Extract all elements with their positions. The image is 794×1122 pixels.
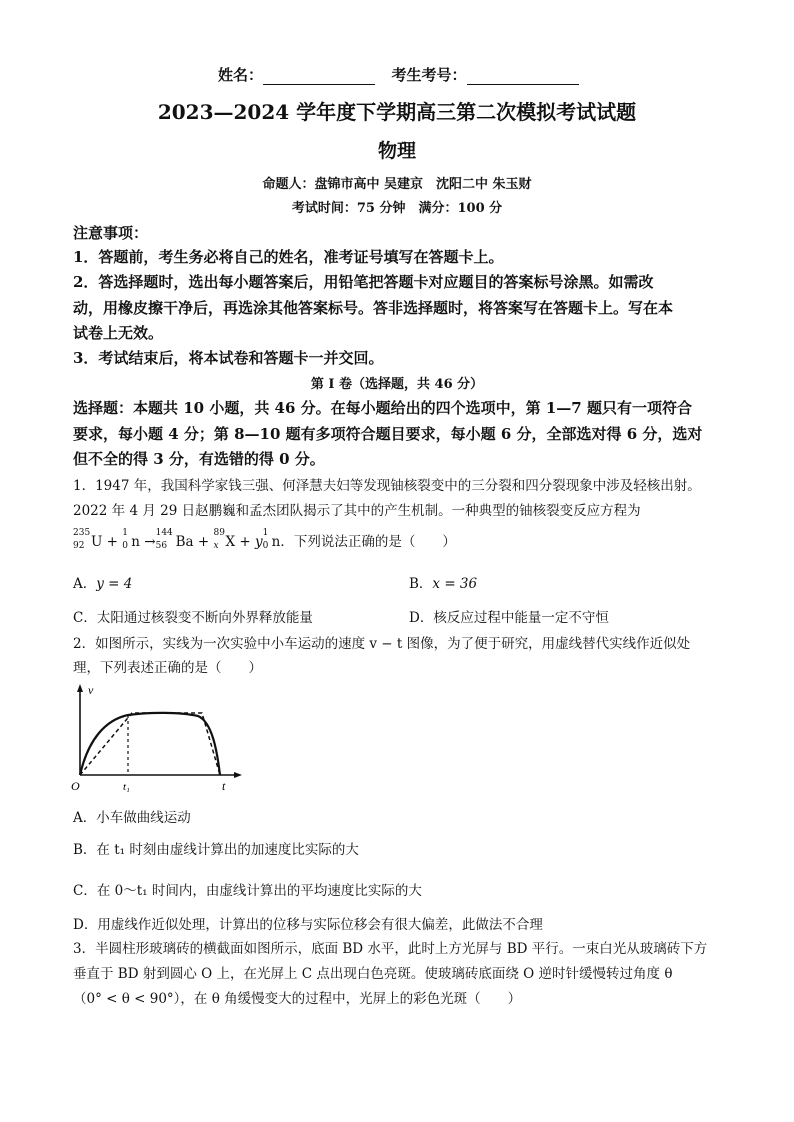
section-heading: 第 I 卷（选择题，共 46 分） xyxy=(310,377,484,392)
q1-equation-tail: ．下列说法正确的是（ ） xyxy=(280,534,456,550)
name-row xyxy=(218,64,579,85)
q1-line-2: 2022 年 4 月 29 日赵鹏巍和孟杰团队揭示了其中的产生机制。一种典型的铀核裂变反应方程为 xyxy=(73,503,641,519)
graph-label-o: O xyxy=(71,779,80,793)
q3-line-1: 3．半圆柱形玻璃砖的横截面如图所示，底面 BD 水平，此时上方光屏与 BD 平行。一束白光从玻璃砖下方 xyxy=(73,941,708,957)
v-axis-arrow xyxy=(77,684,83,692)
q2-option-c[interactable]: C．在 0～t₁ 时间内，由虚线计算出的平均速度比实际的大 xyxy=(73,883,422,899)
q3-line-2: 垂直于 BD 射到圆心 O 上，在光屏上 C 点出现白色亮斑。使玻璃砖底面绕 O 逆时针缓慢转过角度 θ xyxy=(73,966,673,982)
q2-line-1: 2．如图所示，实线为一次实验中小车运动的速度 v − t 图像，为了便于研究，用虚线替代实线作近似处 xyxy=(73,636,691,652)
time-info: 考试时间：75 分钟 满分：100 分 xyxy=(291,201,503,216)
q2-line-2: 理，下列表述正确的是（ ） xyxy=(73,660,262,676)
q2-option-b[interactable]: B．在 t₁ 时刻由虚线计算出的加速度比实际的大 xyxy=(73,842,359,858)
velocity-time-graph xyxy=(70,680,250,795)
q1-option-d[interactable]: D．核反应过程中能量一定不守恒 xyxy=(409,610,609,626)
q3-line-3: （0° < θ < 90°），在 θ 角缓慢变大的过程中，光屏上的彩色光斑（ ） xyxy=(73,991,522,1007)
notice-item-2-line-2: 动，用橡皮擦干净后，再选涂其他答案标号。答非选择题时，将答案写在答题卡上。写在本 xyxy=(73,299,674,317)
section-intro-line-1: 选择题：本题共 10 小题，共 46 分。在每小题给出的四个选项中，第 1—7 题只有一项符合 xyxy=(73,399,692,417)
section-intro-line-2: 要求，每小题 4 分；第 8—10 题有多项符合题目要求，每小题 6 分，全部选对得 6 分，选对 xyxy=(73,425,703,443)
q1-line-1: 1．1947 年，我国科学家钱三强、何泽慧夫妇等发现铀核裂变中的三分裂和四分裂现象中涉及轻核出射。 xyxy=(73,478,701,494)
subject-title: 物理 xyxy=(377,140,416,162)
approx-dashed-line xyxy=(80,713,220,775)
section-intro-line-3: 但不全的得 3 分，有选错的得 0 分。 xyxy=(73,450,325,468)
q2-option-a[interactable]: A．小车做曲线运动 xyxy=(73,810,191,826)
q2-option-d[interactable]: D．用虚线作近似处理，计算出的位移与实际位移会有很大偏差，此做法不合理 xyxy=(73,917,543,933)
name-label: 姓名： xyxy=(218,66,264,84)
graph-label-t1: t₁ xyxy=(123,781,130,793)
actual-curve xyxy=(80,713,220,775)
notice-heading: 注意事项： xyxy=(73,224,149,242)
q1-option-b[interactable]: B．x = 36 xyxy=(409,576,478,592)
graph-label-t: t xyxy=(222,779,226,793)
notice-item-3: 3．考试结束后，将本试卷和答题卡一并交回。 xyxy=(73,349,384,367)
q1-option-c[interactable]: C．太阳通过核裂变不断向外界释放能量 xyxy=(73,610,313,626)
notice-item-2-line-3: 试卷上无效。 xyxy=(73,324,164,342)
t-axis-arrow xyxy=(234,772,242,778)
id-label: 考生考号： xyxy=(391,66,467,84)
notice-item-1: 1．答题前，考生务必将自己的姓名，准考证号填写在答题卡上。 xyxy=(73,248,504,266)
authors: 命题人：盘锦市高中 吴建京 沈阳二中 朱玉财 xyxy=(262,177,532,192)
name-blank[interactable] xyxy=(263,70,375,85)
notice-item-2-line-1: 2．答选择题时，选出每小题答案后，用铅笔把答题卡对应题目的答案标号涂黑。如需改 xyxy=(73,273,654,291)
id-blank[interactable] xyxy=(467,70,579,85)
q1-equation: 235 92 U + 1 0 n → 144 56 Ba + 89 x X + y 1 0 n．下列说法正确的是（ ） xyxy=(73,528,456,551)
exam-title: 2023—2024 学年度下学期高三第二次模拟考试试题 xyxy=(157,100,637,124)
q1-option-a[interactable]: A．y = 4 xyxy=(73,576,133,592)
graph-label-v: v xyxy=(88,683,94,697)
